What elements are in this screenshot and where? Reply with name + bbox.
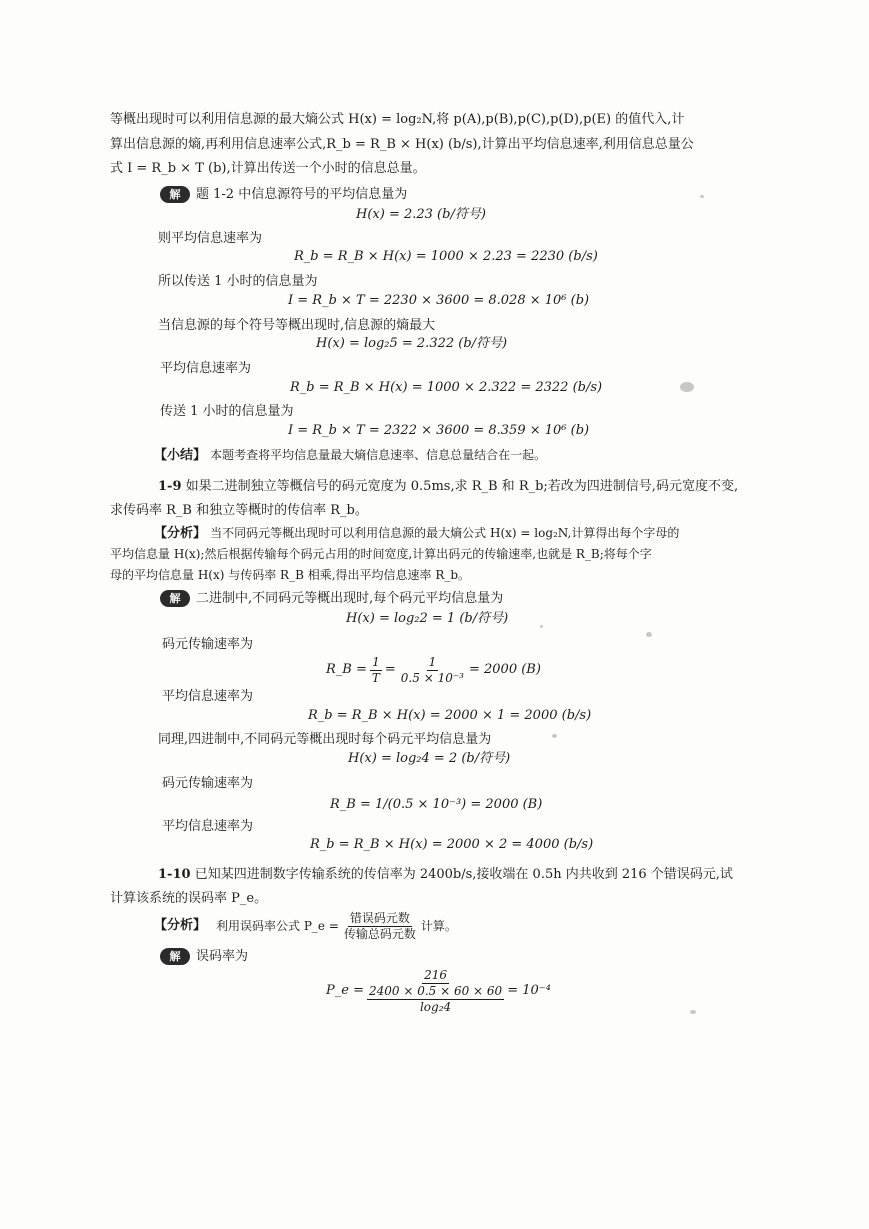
step-text: 当信息源的每个符号等概出现时,信息源的熵最大	[158, 318, 436, 333]
analysis-1-9-line-1	[154, 524, 679, 543]
problem-1-10-line-2: 计算该系统的误码率 P_e。	[110, 891, 268, 906]
analysis-label: 【分析】	[154, 526, 207, 541]
step-text: 则平均信息速率为	[158, 231, 263, 246]
fraction-numerator: 1	[428, 654, 437, 669]
analysis-1-10	[154, 910, 457, 942]
problem-1-9-line-2: 求传码率 R_B 和独立等概时的传信率 R_b。	[110, 503, 368, 518]
scan-noise	[680, 382, 694, 392]
scan-noise	[540, 625, 543, 628]
solution-badge: 解	[160, 948, 190, 965]
scan-noise	[646, 632, 652, 637]
intro-line-1: 等概出现时可以利用信息源的最大熵公式 H(x) = log₂N,将 p(A),p(B),p(C),p(D),p(E) 的值代入,计	[110, 112, 685, 127]
solution-1-9-header	[160, 590, 503, 608]
fraction-denominator: 0.5 × 10⁻³	[400, 670, 464, 685]
scan-noise	[690, 1010, 696, 1014]
solution-text: 二进制中,不同码元等概出现时,每个码元平均信息量为	[196, 591, 504, 606]
equation-rhs: = 10⁻⁴	[507, 983, 551, 998]
equation-info-rate-2: R_b = R_B × H(x) = 1000 × 2.322 = 2322 (b/s)	[290, 380, 603, 395]
equation-info-total: I = R_b × T = 2230 × 3600 = 8.028 × 10⁶ (b)	[288, 293, 590, 308]
problem-text: 如果二进制独立等概信号的码元宽度为 0.5ms,求 R_B 和 R_b;若改为四进制信号,码元宽度不变,	[185, 479, 739, 494]
fraction	[399, 655, 466, 686]
analysis-text: 利用误码率公式 P_e =	[216, 919, 339, 933]
nested-numerator: 2400 × 0.5 × 60 × 60	[368, 983, 503, 998]
solution-text: 题 1-2 中信息源符号的平均信息量为	[196, 187, 408, 202]
scan-noise	[552, 734, 557, 738]
solution-badge: 解	[160, 590, 190, 607]
intro-line-2: 算出信息源的熵,再利用信息速率公式,R_b = R_B × H(x) (b/s),计算出平均信息速率,利用信息总量公	[110, 137, 694, 152]
problem-1-9-line-1	[158, 478, 738, 496]
solution-1-10-header	[160, 948, 248, 966]
equation-info-total-2: I = R_b × T = 2322 × 3600 = 8.359 × 10⁶ (b)	[288, 423, 590, 438]
step-text: 传送 1 小时的信息量为	[160, 404, 294, 419]
fraction-numerator: 216	[424, 967, 448, 982]
step-text: 平均信息速率为	[160, 361, 252, 376]
summary-label: 【小结】	[154, 448, 207, 463]
problem-1-10-line-1	[158, 866, 733, 884]
scan-noise	[700, 195, 704, 198]
intro-line-3: 式 I = R_b × T (b),计算出传送一个小时的信息总量。	[110, 161, 426, 176]
fraction	[370, 655, 382, 686]
problem-number: 1-9	[158, 479, 182, 494]
step-text: 同理,四进制中,不同码元等概出现时每个码元平均信息量为	[158, 732, 492, 747]
equation-rhs: = 2000 (B)	[468, 662, 541, 677]
problem-text: 已知某四进制数字传输系统的传信率为 2400b/s,接收端在 0.5h 内共收到 216 个错误码元,试	[194, 867, 733, 882]
analysis-text: 计算。	[420, 919, 457, 933]
fraction-denominator: T	[371, 670, 380, 685]
equation-lhs: R_B =	[326, 662, 367, 677]
equation-binary-info-rate: R_b = R_B × H(x) = 2000 × 1 = 2000 (b/s)	[308, 708, 592, 723]
equation-info-rate: R_b = R_B × H(x) = 1000 × 2.23 = 2230 (b/s)	[294, 249, 598, 264]
solution-badge: 解	[160, 186, 190, 203]
fraction-numerator: 错误码元数	[349, 910, 410, 925]
equation-error-rate	[326, 966, 551, 1016]
fraction-denominator: 传输总码元数	[343, 926, 416, 941]
fraction-numerator: 1	[372, 654, 380, 669]
nested-denominator: log₂4	[419, 999, 452, 1014]
solution-text: 误码率为	[196, 949, 249, 964]
equation-symbol-rate: R_B = $\frac{1}{T}$ = $\frac{1}{\text{0.5 × 10⁻³}}$ = 2000 (B)	[326, 654, 541, 685]
summary-text: 本题考查将平均信息量最大熵信息速率、信息总量结合在一起。	[210, 448, 547, 462]
equation-entropy: H(x) = 2.23 (b/符号)	[356, 207, 486, 222]
fraction	[367, 968, 504, 1015]
analysis-1-9-line-3: 母的平均信息量 H(x) 与传码率 R_B 相乘,得出平均信息速率 R_b。	[110, 568, 471, 582]
step-text: 平均信息速率为	[162, 689, 254, 704]
step-text: 码元传输速率为	[162, 637, 254, 652]
fraction	[342, 911, 418, 942]
analysis-label: 【分析】	[154, 918, 207, 933]
equation-lhs: P_e =	[326, 983, 364, 998]
step-text: 平均信息速率为	[162, 819, 254, 834]
equation-quaternary-entropy: H(x) = log₂4 = 2 (b/符号)	[348, 751, 511, 766]
step-text: 所以传送 1 小时的信息量为	[158, 274, 318, 289]
analysis-1-9-line-2: 平均信息量 H(x);然后根据传输每个码元占用的时间宽度,计算出码元的传输速率,也就是 R_B;将每个字	[110, 547, 652, 561]
equation-quaternary-info-rate: R_b = R_B × H(x) = 2000 × 2 = 4000 (b/s)	[310, 837, 594, 852]
equation-max-entropy: H(x) = log₂5 = 2.322 (b/符号)	[316, 336, 508, 351]
equation-quaternary-symbol-rate: R_B = 1/(0.5 × 10⁻³) = 2000 (B)	[330, 797, 543, 812]
step-text: 码元传输速率为	[162, 776, 254, 791]
solution-header	[160, 186, 407, 204]
equation-binary-entropy: H(x) = log₂2 = 1 (b/符号)	[346, 611, 509, 626]
summary	[154, 446, 546, 465]
analysis-text: 当不同码元等概出现时可以利用信息源的最大熵公式 H(x) = log₂N,计算得出每个字母的	[210, 526, 680, 540]
problem-number: 1-10	[158, 867, 191, 882]
fraction-denominator	[367, 984, 504, 1015]
